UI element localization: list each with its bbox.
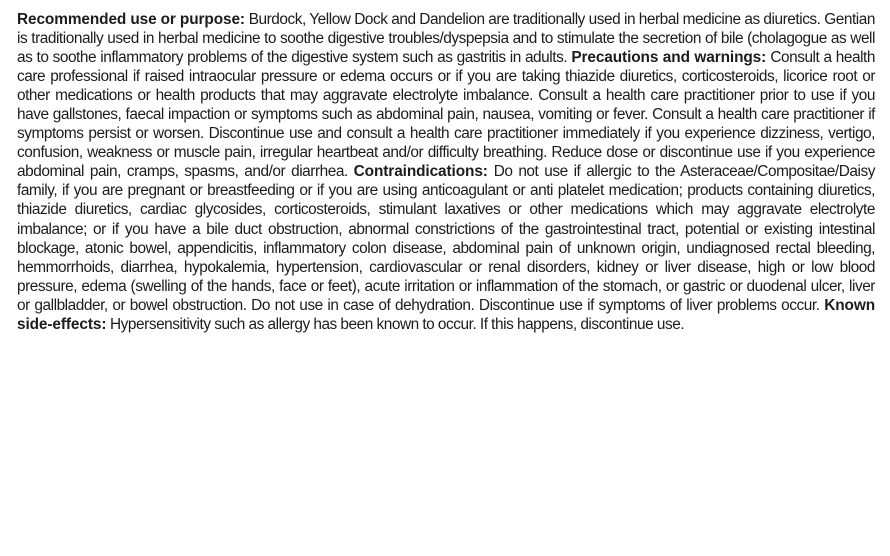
product-label-text [17,10,875,334]
contraindications-text: Do not use if allergic to the Asteraceae/Compositae/Daisy family, if you are pregnant or breastfeeding or if you are using anticoagulant or anti platelet medication; products containing diuretics, thiazide diuretics, cardiac glycosides, corticosteroids, stimulant laxatives or other medications which may aggravate electrolyte imbalance; or if you have a bile duct obstruction, abnormal constrictions of the gastrointestinal tract, potential or existing intestinal blockage, atonic bowel, appendicitis, inflammatory colon disease, abdominal pain of unknown origin, undiagnosed rectal bleeding, hemmorrhoids, diarrhea, hypokalemia, hypertension, cardiovascular or renal disorders, kidney or liver disease, high or low blood pressure, edema (swelling of the hands, face or feet), acute irritation or inflammation of the stomach, or gastric or duodenal ulcer, liver or gallbladder, or bowel obstruction. Do not use in case of dehydration. Discontinue use if symptoms of liver problems occur. [17,163,875,314]
contraindications-heading: Contraindications: [353,163,488,181]
recommended-use-text: Burdock, Yellow Dock and Dandelion are traditionally used in herbal medicine as diuretics. Gentian is traditionally used in herbal medicine to soothe digestive troubles/dyspepsia and to stimulate the secretion of bile (cholagogue as well as to soothe inflammatory problems of the digestive system such as gastritis in adults. [17,11,875,67]
side-effects-text: Hypersensitivity such as allergy has been known to occur. If this happens, discontinue use. [110,315,685,333]
label-paragraph [17,10,875,334]
side-effects-heading: Known side-effects: [17,296,875,333]
recommended-use-heading: Recommended use or purpose: [17,11,245,28]
precautions-heading: Precautions and warnings: [571,49,767,67]
precautions-text: Consult a health care professional if raised intraocular pressure or edema occurs or if you are taking thiazide diuretics, corticosteroids, licorice root or other medications or health products that may aggravate electrolyte imbalance. Consult a health care practitioner prior to use if you have gallstones, faecal impaction or symptoms such as abdominal pain, nausea, vomiting or fever. Consult a health care practitioner if symptoms persist or worsen. Discontinue use and consult a health care practitioner immediately if you experience dizziness, vertigo, confusion, weakness or muscle pain, irregular heartbeat and/or difficulty breathing. Reduce dose or discontinue use if you experience abdominal pain, cramps, spasms, and/or diarrhea. [17,49,875,181]
